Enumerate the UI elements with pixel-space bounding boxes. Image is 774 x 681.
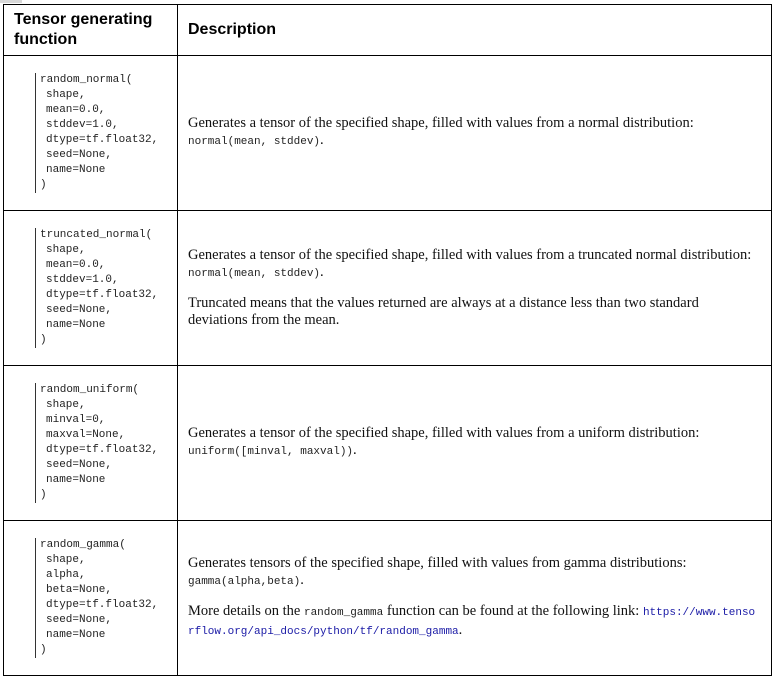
function-argument: maxval=None, [46, 429, 126, 441]
description-text: . [353, 442, 357, 458]
function-argument: mean=0.0, [46, 259, 106, 271]
function-argument: dtype=tf.float32, [46, 444, 159, 456]
function-close-paren: ) [40, 334, 47, 346]
inline-code: uniform([minval, maxval)) [188, 446, 354, 458]
function-argument: dtype=tf.float32, [46, 289, 159, 301]
function-cell [4, 211, 178, 366]
function-name: random_normal( [40, 74, 133, 86]
function-argument: seed=None, [46, 304, 113, 316]
function-signature [35, 538, 177, 658]
corner-mark [0, 0, 22, 3]
table-row [4, 366, 772, 521]
header-function [4, 5, 178, 56]
description-text: Truncated means that the values returned are always at a distance less than two standard deviations from the mean. [188, 295, 699, 328]
header-description-label: Description [188, 21, 277, 38]
table-row [4, 211, 772, 366]
description-paragraph [188, 603, 761, 641]
inline-code: gamma(alpha,beta) [188, 576, 301, 588]
function-argument: seed=None, [46, 614, 113, 626]
description-cell [178, 56, 772, 211]
function-argument: beta=None, [46, 584, 113, 596]
description-paragraph [188, 555, 761, 591]
description-paragraph [188, 295, 761, 329]
function-argument: shape, [46, 399, 86, 411]
description-text: . [320, 264, 324, 280]
function-argument: name=None [46, 164, 106, 176]
description-paragraph [188, 115, 761, 151]
function-signature [35, 228, 177, 348]
header-function-label: Tensor generating function [14, 11, 153, 48]
function-signature [35, 73, 177, 193]
description-cell [178, 366, 772, 521]
function-argument: shape, [46, 554, 86, 566]
table-row [4, 56, 772, 211]
function-argument: shape, [46, 89, 86, 101]
tensor-functions-table [3, 4, 772, 676]
description-cell [178, 521, 772, 676]
function-argument: stddev=1.0, [46, 119, 119, 131]
function-argument: alpha, [46, 569, 86, 581]
description [178, 425, 771, 461]
function-close-paren: ) [40, 179, 47, 191]
function-argument: name=None [46, 319, 106, 331]
function-argument: seed=None, [46, 459, 113, 471]
description-text: . [458, 622, 463, 638]
description [178, 115, 771, 151]
function-close-paren: ) [40, 489, 47, 501]
description [178, 555, 771, 641]
header-row [4, 5, 772, 56]
function-argument: seed=None, [46, 149, 113, 161]
function-cell [4, 56, 178, 211]
function-argument: dtype=tf.float32, [46, 134, 159, 146]
inline-code: random_gamma [303, 607, 384, 619]
description-text: . [300, 572, 304, 588]
description-cell [178, 211, 772, 366]
description-paragraph [188, 247, 761, 283]
description-paragraph [188, 425, 761, 461]
function-name: random_gamma( [40, 539, 126, 551]
function-name: random_uniform( [40, 384, 140, 396]
function-argument: name=None [46, 629, 106, 641]
description-text: . [320, 132, 324, 148]
function-argument: dtype=tf.float32, [46, 599, 159, 611]
function-argument: shape, [46, 244, 86, 256]
description-text: Generates a tensor of the specified shape, filled with values from a truncated normal distribution: [188, 247, 752, 263]
description-text: Generates tensors of the specified shape, filled with values from gamma distributions: [188, 555, 687, 571]
header-description [178, 5, 772, 56]
function-cell [4, 366, 178, 521]
inline-code: normal(mean, stddev) [188, 136, 321, 148]
function-signature [35, 383, 177, 503]
docs-link[interactable]: https://www.tensorflow.org/api_docs/python/tf/random_gamma [188, 607, 756, 638]
function-close-paren: ) [40, 644, 47, 656]
description-text: Generates a tensor of the specified shape, filled with values from a uniform distribution: [188, 425, 700, 441]
function-argument: stddev=1.0, [46, 274, 119, 286]
function-name: truncated_normal( [40, 229, 153, 241]
inline-code: normal(mean, stddev) [188, 268, 321, 280]
description-text: Generates a tensor of the specified shape, filled with values from a normal distribution: [188, 115, 694, 131]
function-argument: name=None [46, 474, 106, 486]
function-argument: minval=0, [46, 414, 106, 426]
function-argument: mean=0.0, [46, 104, 106, 116]
function-cell [4, 521, 178, 676]
table-row [4, 521, 772, 676]
description-text: More details on the [188, 603, 304, 619]
description-text: function can be found at the following link: [383, 603, 643, 619]
description [178, 247, 771, 329]
